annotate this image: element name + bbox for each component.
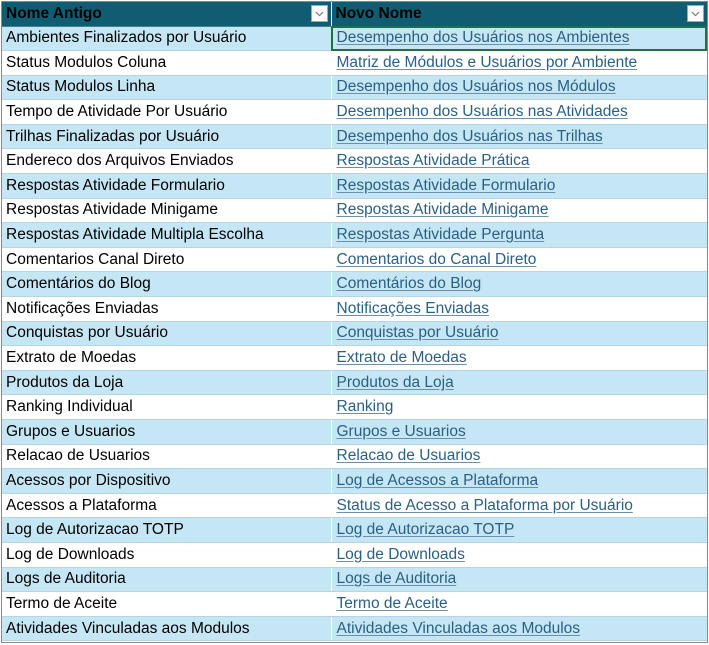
new-name-link[interactable]: Log de Autorizacao TOTP bbox=[336, 521, 515, 539]
new-name-link[interactable]: Matriz de Módulos e Usuários por Ambiente bbox=[336, 53, 638, 71]
table-row bbox=[2, 51, 707, 76]
old-name-cell[interactable]: Ranking Individual bbox=[2, 395, 331, 420]
new-name-link-cell[interactable] bbox=[331, 420, 707, 445]
table-row bbox=[2, 75, 707, 100]
new-name-link-cell[interactable] bbox=[331, 272, 707, 297]
table-row bbox=[2, 174, 707, 199]
new-name-link[interactable]: Desempenho dos Usuários nos Ambientes bbox=[336, 29, 630, 47]
old-name-cell[interactable]: Comentários do Blog bbox=[2, 272, 331, 297]
old-name-cell[interactable]: Extrato de Moedas bbox=[2, 346, 331, 371]
new-name-link-cell[interactable] bbox=[331, 370, 707, 395]
new-name-link[interactable]: Extrato de Moedas bbox=[336, 349, 467, 367]
new-name-link[interactable]: Desempenho dos Usuários nas Atividades bbox=[336, 103, 628, 121]
table-row bbox=[2, 223, 707, 248]
table-row bbox=[2, 100, 707, 125]
table-row bbox=[2, 395, 707, 420]
old-name-cell[interactable]: Respostas Atividade Minigame bbox=[2, 198, 331, 223]
old-name-cell[interactable]: Logs de Auditoria bbox=[2, 567, 331, 592]
new-name-link-cell[interactable] bbox=[331, 321, 707, 346]
old-name-cell[interactable]: Comentarios Canal Direto bbox=[2, 247, 331, 272]
spreadsheet-grid bbox=[1, 1, 708, 643]
new-name-link-cell[interactable] bbox=[331, 51, 707, 76]
table-row bbox=[2, 370, 707, 395]
new-name-link[interactable]: Respostas Atividade Formulario bbox=[336, 176, 556, 194]
old-name-cell[interactable]: Relacao de Usuarios bbox=[2, 444, 331, 469]
table-row bbox=[2, 247, 707, 272]
new-name-link-cell[interactable] bbox=[331, 592, 707, 617]
table-row bbox=[2, 297, 707, 322]
new-name-link-cell[interactable] bbox=[331, 444, 707, 469]
new-name-link[interactable]: Comentários do Blog bbox=[336, 275, 482, 293]
new-name-link[interactable]: Notificações Enviadas bbox=[336, 299, 489, 317]
old-name-cell[interactable]: Acessos por Dispositivo bbox=[2, 469, 331, 494]
old-name-cell[interactable]: Respostas Atividade Formulario bbox=[2, 174, 331, 199]
old-name-cell[interactable]: Termo de Aceite bbox=[2, 592, 331, 617]
new-name-link[interactable]: Status de Acesso a Plataforma por Usuário bbox=[336, 496, 633, 514]
new-name-link-cell[interactable] bbox=[331, 469, 707, 494]
table-row bbox=[2, 420, 707, 445]
old-name-cell[interactable]: Ambientes Finalizados por Usuário bbox=[2, 26, 331, 51]
header-old-name-label: Nome Antigo bbox=[6, 4, 102, 22]
table-row bbox=[2, 26, 707, 51]
old-name-cell[interactable]: Status Modulos Linha bbox=[2, 75, 331, 100]
rename-table bbox=[2, 2, 707, 641]
table-row bbox=[2, 321, 707, 346]
chevron-down-icon bbox=[315, 11, 324, 17]
new-name-link[interactable]: Respostas Atividade Minigame bbox=[336, 201, 549, 219]
table-row bbox=[2, 469, 707, 494]
new-name-link-cell[interactable] bbox=[331, 26, 707, 51]
table-row bbox=[2, 272, 707, 297]
new-name-link-cell[interactable] bbox=[331, 493, 707, 518]
new-name-link[interactable]: Conquistas por Usuário bbox=[336, 324, 499, 342]
header-new-name[interactable] bbox=[331, 2, 707, 26]
new-name-link-cell[interactable] bbox=[331, 518, 707, 543]
old-name-cell[interactable]: Status Modulos Coluna bbox=[2, 51, 331, 76]
new-name-link[interactable]: Grupos e Usuarios bbox=[336, 422, 466, 440]
new-name-link[interactable]: Logs de Auditoria bbox=[336, 570, 457, 588]
old-name-cell[interactable]: Tempo de Atividade Por Usuário bbox=[2, 100, 331, 125]
new-name-link-cell[interactable] bbox=[331, 174, 707, 199]
table-row bbox=[2, 346, 707, 371]
new-name-link-cell[interactable] bbox=[331, 247, 707, 272]
old-name-cell[interactable]: Atividades Vinculadas aos Modulos bbox=[2, 616, 331, 641]
table-row bbox=[2, 518, 707, 543]
new-name-link[interactable]: Atividades Vinculadas aos Modulos bbox=[336, 619, 581, 637]
table-row bbox=[2, 542, 707, 567]
old-name-cell[interactable]: Endereco dos Arquivos Enviados bbox=[2, 149, 331, 174]
filter-dropdown-button-old-name[interactable] bbox=[311, 5, 328, 22]
header-old-name[interactable] bbox=[2, 2, 331, 26]
table-row bbox=[2, 493, 707, 518]
new-name-link-cell[interactable] bbox=[331, 124, 707, 149]
old-name-cell[interactable]: Acessos a Plataforma bbox=[2, 493, 331, 518]
new-name-link-cell[interactable] bbox=[331, 346, 707, 371]
new-name-link-cell[interactable] bbox=[331, 616, 707, 641]
table-row bbox=[2, 592, 707, 617]
new-name-link[interactable]: Respostas Atividade Prática bbox=[336, 152, 530, 170]
old-name-cell[interactable]: Produtos da Loja bbox=[2, 370, 331, 395]
new-name-link-cell[interactable] bbox=[331, 100, 707, 125]
table-row bbox=[2, 198, 707, 223]
table-row bbox=[2, 616, 707, 641]
new-name-link-cell[interactable] bbox=[331, 567, 707, 592]
filter-dropdown-button-new-name[interactable] bbox=[687, 5, 704, 22]
old-name-cell[interactable]: Conquistas por Usuário bbox=[2, 321, 331, 346]
new-name-link-cell[interactable] bbox=[331, 198, 707, 223]
table-row bbox=[2, 149, 707, 174]
new-name-link[interactable]: Comentarios do Canal Direto bbox=[336, 250, 537, 268]
table-row bbox=[2, 444, 707, 469]
header-new-name-label: Novo Nome bbox=[335, 4, 422, 22]
new-name-link[interactable]: Respostas Atividade Pergunta bbox=[336, 226, 545, 244]
old-name-cell[interactable]: Log de Autorizacao TOTP bbox=[2, 518, 331, 543]
old-name-cell[interactable]: Log de Downloads bbox=[2, 542, 331, 567]
table-body bbox=[2, 26, 707, 641]
new-name-link[interactable]: Log de Acessos a Plataforma bbox=[336, 471, 539, 489]
new-name-link-cell[interactable] bbox=[331, 75, 707, 100]
new-name-link[interactable]: Produtos da Loja bbox=[336, 373, 454, 391]
old-name-cell[interactable]: Grupos e Usuarios bbox=[2, 420, 331, 445]
header-row bbox=[2, 2, 707, 26]
new-name-link-cell[interactable] bbox=[331, 149, 707, 174]
new-name-link[interactable]: Termo de Aceite bbox=[336, 594, 448, 612]
chevron-down-icon bbox=[691, 11, 700, 17]
new-name-link[interactable]: Relacao de Usuarios bbox=[336, 447, 481, 465]
new-name-link[interactable]: Desempenho dos Usuários nos Módulos bbox=[336, 78, 616, 96]
table-row bbox=[2, 124, 707, 149]
table-row bbox=[2, 567, 707, 592]
new-name-link-cell[interactable] bbox=[331, 542, 707, 567]
old-name-cell[interactable]: Respostas Atividade Multipla Escolha bbox=[2, 223, 331, 248]
new-name-link-cell[interactable] bbox=[331, 297, 707, 322]
new-name-link[interactable]: Ranking bbox=[336, 398, 394, 416]
old-name-cell[interactable]: Trilhas Finalizadas por Usuário bbox=[2, 124, 331, 149]
old-name-cell[interactable]: Notificações Enviadas bbox=[2, 297, 331, 322]
new-name-link-cell[interactable] bbox=[331, 395, 707, 420]
new-name-link[interactable]: Log de Downloads bbox=[336, 545, 465, 563]
new-name-link[interactable]: Desempenho dos Usuários nas Trilhas bbox=[336, 127, 603, 145]
new-name-link-cell[interactable] bbox=[331, 223, 707, 248]
